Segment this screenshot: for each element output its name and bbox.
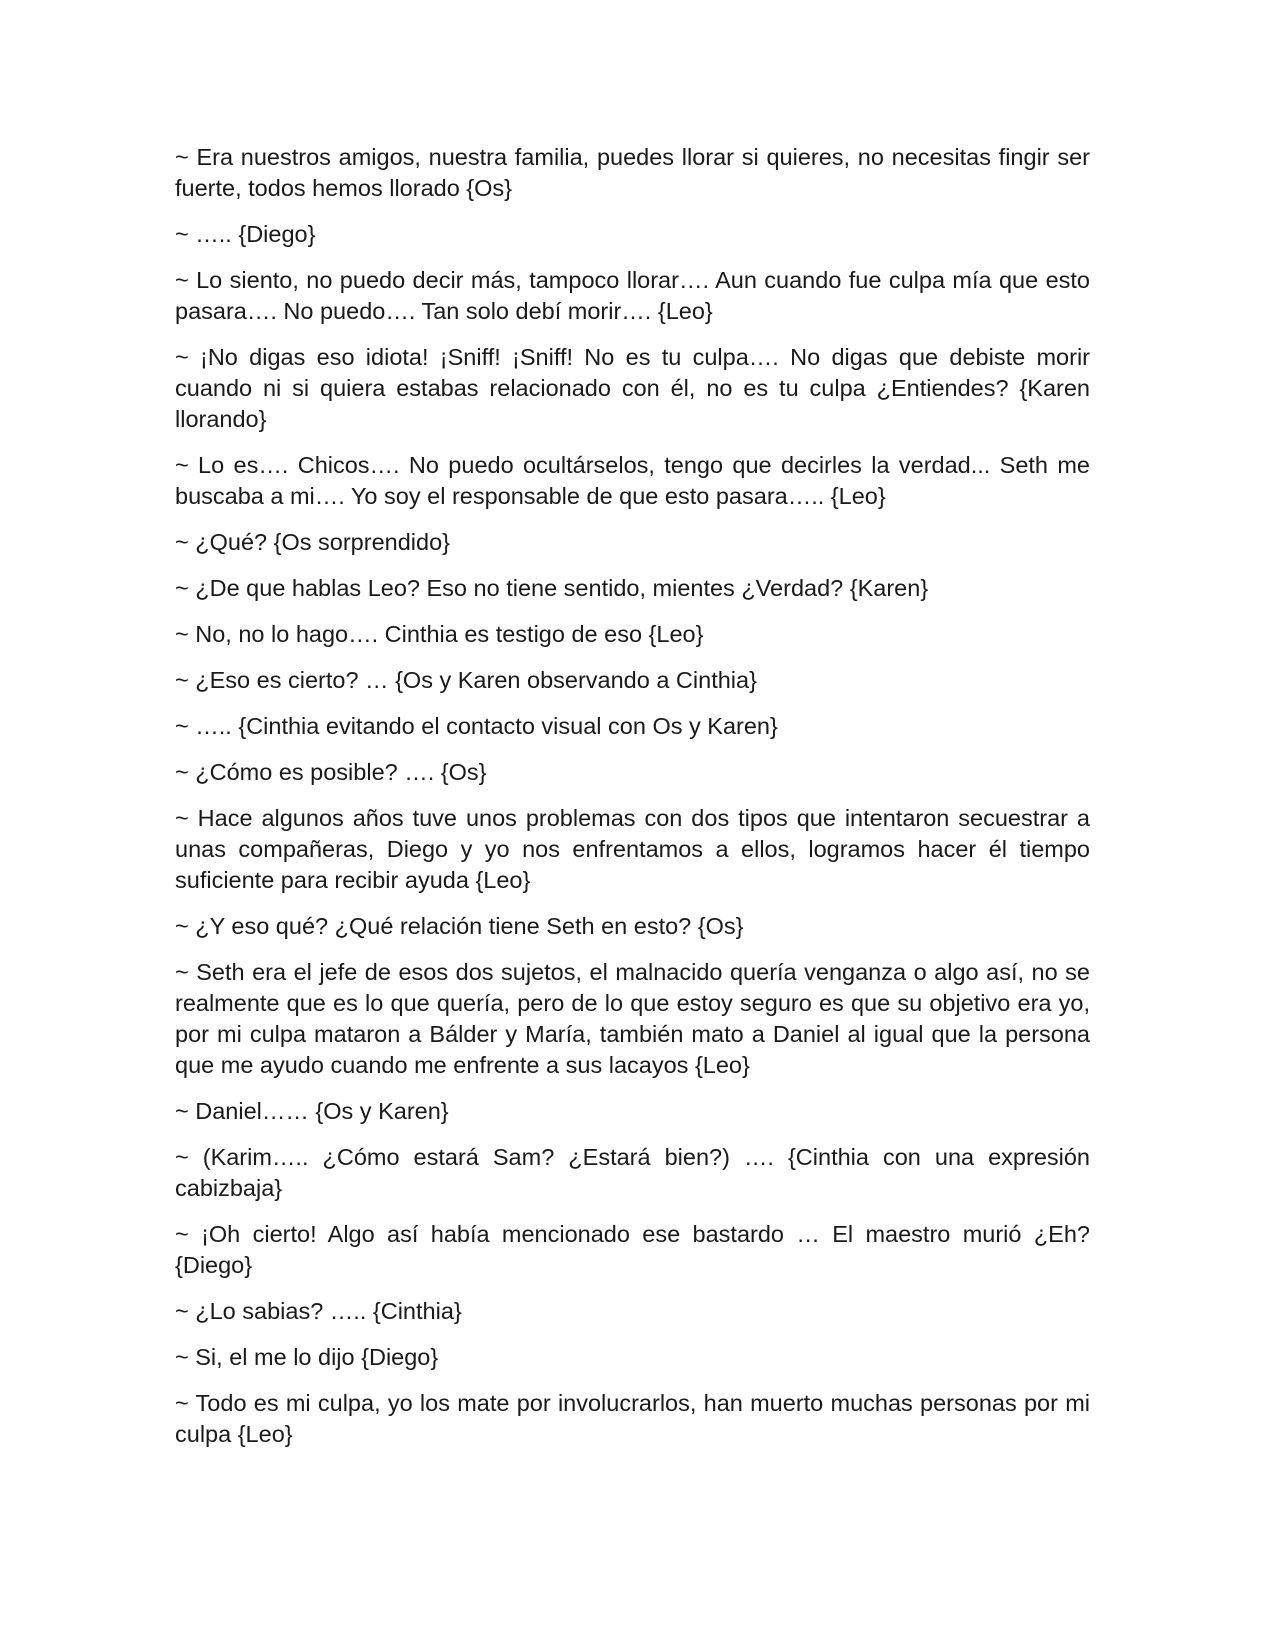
paragraph-20: ~ Todo es mi culpa, yo los mate por involucrarlos, han muerto muchas personas por mi culpa {Leo}	[175, 1390, 1090, 1447]
paragraph-11: ~ ¿Cómo es posible? …. {Os}	[175, 759, 487, 785]
paragraph-8: ~ No, no lo hago…. Cinthia es testigo de eso {Leo}	[175, 621, 704, 647]
paragraph-13: ~ ¿Y eso qué? ¿Qué relación tiene Seth en esto? {Os}	[175, 913, 744, 939]
paragraph-17: ~ ¡Oh cierto! Algo así había mencionado ese bastardo … El maestro murió ¿Eh? {Diego}	[175, 1221, 1090, 1278]
paragraph-6: ~ ¿Qué? {Os sorprendido}	[175, 529, 450, 555]
paragraph-16: ~ (Karim….. ¿Cómo estará Sam? ¿Estará bien?) …. {Cinthia con una expresión cabizbaja}	[175, 1144, 1090, 1201]
paragraph-19: ~ Si, el me lo dijo {Diego}	[175, 1344, 439, 1370]
paragraph-10: ~ ….. {Cinthia evitando el contacto visual con Os y Karen}	[175, 713, 778, 739]
document-page	[175, 142, 1090, 1465]
paragraph-2: ~ ….. {Diego}	[175, 221, 316, 247]
paragraph-5: ~ Lo es…. Chicos…. No puedo ocultárselos, tengo que decirles la verdad... Seth me buscaba a mi…. Yo soy el responsable de que esto pasara….. {Leo}	[175, 452, 1090, 509]
paragraph-9: ~ ¿Eso es cierto? … {Os y Karen observando a Cinthia}	[175, 667, 757, 693]
paragraph-14: ~ Seth era el jefe de esos dos sujetos, el malnacido quería venganza o algo así, no se realmente que es lo que quería, pero de lo que estoy seguro es que su objetivo era yo, por mi culpa mataron a Bálder y María, también mato a Daniel al igual que la persona que me ayudo cuando me enfrente a sus lacayos {Leo}	[175, 959, 1090, 1078]
paragraph-1: ~ Era nuestros amigos, nuestra familia, puedes llorar si quieres, no necesitas fingir ser fuerte, todos hemos llorado {Os}	[175, 144, 1090, 201]
paragraph-4: ~ ¡No digas eso idiota! ¡Sniff! ¡Sniff! No es tu culpa…. No digas que debiste morir cuando ni si quiera estabas relacionado con él, no es tu culpa ¿Entiendes? {Karen llorando}	[175, 344, 1090, 432]
paragraph-12: ~ Hace algunos años tuve unos problemas con dos tipos que intentaron secuestrar a unas compañeras, Diego y yo nos enfrentamos a ellos, logramos hacer él tiempo suficiente para recibir ayuda {Leo}	[175, 805, 1090, 893]
paragraph-7: ~ ¿De que hablas Leo? Eso no tiene sentido, mientes ¿Verdad? {Karen}	[175, 575, 929, 601]
paragraph-18: ~ ¿Lo sabias? ….. {Cinthia}	[175, 1298, 462, 1324]
paragraph-3: ~ Lo siento, no puedo decir más, tampoco llorar…. Aun cuando fue culpa mía que esto pasara…. No puedo…. Tan solo debí morir…. {Leo}	[175, 267, 1090, 324]
paragraph-15: ~ Daniel…… {Os y Karen}	[175, 1098, 449, 1124]
